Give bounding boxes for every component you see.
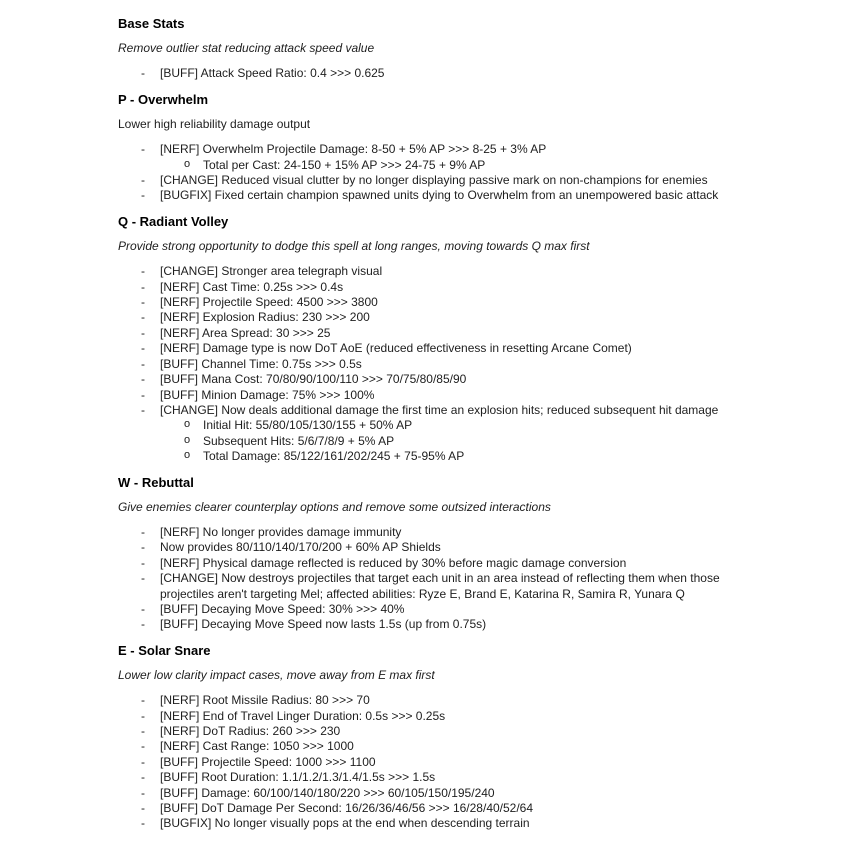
bullet-list — [118, 693, 742, 832]
bullet-item — [118, 709, 742, 724]
bullet-text: [NERF] Cast Range: 1050 >>> 1000 — [160, 739, 354, 754]
bullet-item — [118, 310, 742, 325]
bullet-item — [118, 801, 742, 816]
patch-notes-document — [118, 16, 742, 842]
dash-bullet-marker: - — [141, 571, 145, 586]
bullet-list — [118, 525, 742, 633]
bullet-text: Subsequent Hits: 5/6/7/8/9 + 5% AP — [203, 433, 395, 448]
section-title: P - Overwhelm — [118, 91, 209, 107]
dash-bullet-marker: - — [141, 785, 145, 800]
bullet-text: [NERF] Cast Time: 0.25s >>> 0.4s — [160, 279, 344, 294]
bullet-text: [NERF] Area Spread: 30 >>> 25 — [160, 325, 331, 340]
bullet-text: [NERF] Overwhelm Projectile Damage: 8-50 + 5% AP >>> 8-25 + 3% AP — [160, 142, 547, 157]
dash-bullet-marker: - — [141, 295, 145, 310]
dash-bullet-marker: - — [141, 708, 145, 723]
dash-bullet-marker: - — [141, 754, 145, 769]
bullet-item — [118, 142, 742, 157]
bullet-item — [118, 571, 742, 602]
bullet-item — [118, 755, 742, 770]
bullet-item — [118, 540, 742, 555]
bullet-item — [118, 341, 742, 356]
dash-bullet-marker: - — [141, 356, 145, 371]
bullet-list — [118, 66, 742, 81]
dash-bullet-marker: - — [141, 770, 145, 785]
bullet-item — [118, 326, 742, 341]
bullet-item — [118, 403, 742, 418]
bullet-list — [118, 142, 742, 204]
bullet-item — [118, 770, 742, 785]
bullet-item — [118, 786, 742, 801]
dash-bullet-marker: - — [141, 279, 145, 294]
bullet-item — [118, 739, 742, 754]
dash-bullet-marker: - — [141, 387, 145, 402]
bullet-item — [118, 295, 742, 310]
dash-bullet-marker: - — [141, 142, 145, 157]
bullet-item — [118, 724, 742, 739]
bullet-text: [BUFF] Decaying Move Speed: 30% >>> 40% — [160, 601, 405, 616]
bullet-text: [NERF] DoT Radius: 260 >>> 230 — [160, 724, 341, 738]
dash-bullet-marker: - — [141, 173, 145, 188]
bullet-item — [118, 372, 742, 387]
bullet-text: [CHANGE] Now deals additional damage the first time an explosion hits; reduced subsequent hit damage — [160, 402, 719, 417]
bullet-text: [CHANGE] Reduced visual clutter by no longer displaying passive mark on non-champions for enemies — [160, 173, 708, 188]
bullet-text: [BUFF] Attack Speed Ratio: 0.4 >>> 0.625 — [160, 66, 385, 81]
bullet-text: [NERF] Projectile Speed: 4500 >>> 3800 — [160, 295, 378, 310]
bullet-item — [118, 280, 742, 295]
dash-bullet-marker: - — [141, 524, 145, 539]
section-summary: Lower high reliability damage output — [118, 116, 311, 131]
bullet-list — [118, 264, 742, 464]
bullet-item — [118, 66, 742, 81]
bullet-text: [NERF] Damage type is now DoT AoE (reduced effectiveness in resetting Arcane Comet) — [160, 341, 632, 356]
bullet-item — [118, 188, 742, 203]
dash-bullet-marker: - — [141, 188, 145, 203]
dash-bullet-marker: - — [141, 540, 145, 555]
bullet-item — [118, 816, 742, 831]
bullet-text: [BUFF] Damage: 60/100/140/180/220 >>> 60/105/150/195/240 — [160, 785, 495, 800]
bullet-item — [118, 693, 742, 708]
bullet-text: [CHANGE] Stronger area telegraph visual — [160, 264, 383, 279]
section-title: W - Rebuttal — [118, 474, 194, 490]
bullet-text: [CHANGE] Now destroys projectiles that target each unit in an area instead of reflecting them when those projectiles aren't targeting Mel; affected abilities: Ryze E, Brand E, Katarina R, Samira R, Yunara Q — [160, 571, 720, 601]
bullet-text: Total per Cast: 24-150 + 15% AP >>> 24-75 + 9% AP — [203, 157, 486, 172]
circle-bullet-marker: o — [184, 449, 191, 462]
dash-bullet-marker: - — [141, 739, 145, 754]
bullet-text: [BUGFIX] Fixed certain champion spawned units dying to Overwhelm from an unempowered basic attack — [160, 188, 719, 203]
circle-bullet-marker: o — [184, 418, 191, 431]
bullet-text: [BUFF] Channel Time: 0.75s >>> 0.5s — [160, 356, 362, 371]
dash-bullet-marker: - — [141, 66, 145, 81]
bullet-text: [NERF] Root Missile Radius: 80 >>> 70 — [160, 693, 370, 708]
bullet-item — [118, 357, 742, 372]
bullet-item — [118, 602, 742, 617]
bullet-text: [BUFF] DoT Damage Per Second: 16/26/36/46/56 >>> 16/28/40/52/64 — [160, 801, 534, 816]
section-title: Q - Radiant Volley — [118, 213, 229, 229]
dash-bullet-marker: - — [141, 617, 145, 632]
bullet-text: Total Damage: 85/122/161/202/245 + 75-95% AP — [203, 449, 465, 464]
section-summary: Give enemies clearer counterplay options and remove some outsized interactions — [118, 499, 551, 514]
bullet-text: [NERF] End of Travel Linger Duration: 0.5s >>> 0.25s — [160, 708, 446, 723]
bullet-text: [BUFF] Root Duration: 1.1/1.2/1.3/1.4/1.5s >>> 1.5s — [160, 770, 436, 785]
bullet-text: [BUFF] Mana Cost: 70/80/90/100/110 >>> 70/75/80/85/90 — [160, 372, 467, 387]
bullet-item — [118, 525, 742, 540]
dash-bullet-marker: - — [141, 816, 145, 831]
section-title: E - Solar Snare — [118, 642, 211, 658]
bullet-text: [NERF] Physical damage reflected is reduced by 30% before magic damage conversion — [160, 555, 627, 570]
bullet-text: [NERF] No longer provides damage immunity — [160, 524, 402, 539]
dash-bullet-marker: - — [141, 555, 145, 570]
bullet-item — [118, 449, 742, 464]
dash-bullet-marker: - — [141, 693, 145, 708]
bullet-text: [BUFF] Minion Damage: 75% >>> 100% — [160, 387, 375, 402]
bullet-text: Initial Hit: 55/80/105/130/155 + 50% AP — [203, 418, 413, 433]
bullet-text: [BUGFIX] No longer visually pops at the end when descending terrain — [160, 816, 530, 831]
dash-bullet-marker: - — [141, 372, 145, 387]
section-summary: Remove outlier stat reducing attack speed value — [118, 41, 375, 55]
bullet-item — [118, 264, 742, 279]
section-summary: Provide strong opportunity to dodge this spell at long ranges, moving towards Q max first — [118, 238, 590, 253]
circle-bullet-marker: o — [184, 157, 191, 170]
section-summary: Lower low clarity impact cases, move away from E max first — [118, 667, 435, 682]
bullet-item — [118, 556, 742, 571]
bullet-item — [118, 388, 742, 403]
bullet-text: [BUFF] Projectile Speed: 1000 >>> 1100 — [160, 754, 376, 769]
bullet-text: Now provides 80/110/140/170/200 + 60% AP Shields — [160, 540, 441, 555]
bullet-item — [118, 173, 742, 188]
dash-bullet-marker: - — [141, 801, 145, 816]
dash-bullet-marker: - — [141, 724, 145, 738]
dash-bullet-marker: - — [141, 264, 145, 279]
bullet-item — [118, 158, 742, 173]
section-title: Base Stats — [118, 16, 185, 31]
dash-bullet-marker: - — [141, 310, 145, 325]
dash-bullet-marker: - — [141, 601, 145, 616]
bullet-item — [118, 617, 742, 632]
dash-bullet-marker: - — [141, 325, 145, 340]
bullet-text: [NERF] Explosion Radius: 230 >>> 200 — [160, 310, 370, 325]
bullet-item — [118, 418, 742, 433]
bullet-text: [BUFF] Decaying Move Speed now lasts 1.5s (up from 0.75s) — [160, 617, 487, 632]
circle-bullet-marker: o — [184, 433, 191, 446]
bullet-item — [118, 434, 742, 449]
dash-bullet-marker: - — [141, 402, 145, 417]
dash-bullet-marker: - — [141, 341, 145, 356]
